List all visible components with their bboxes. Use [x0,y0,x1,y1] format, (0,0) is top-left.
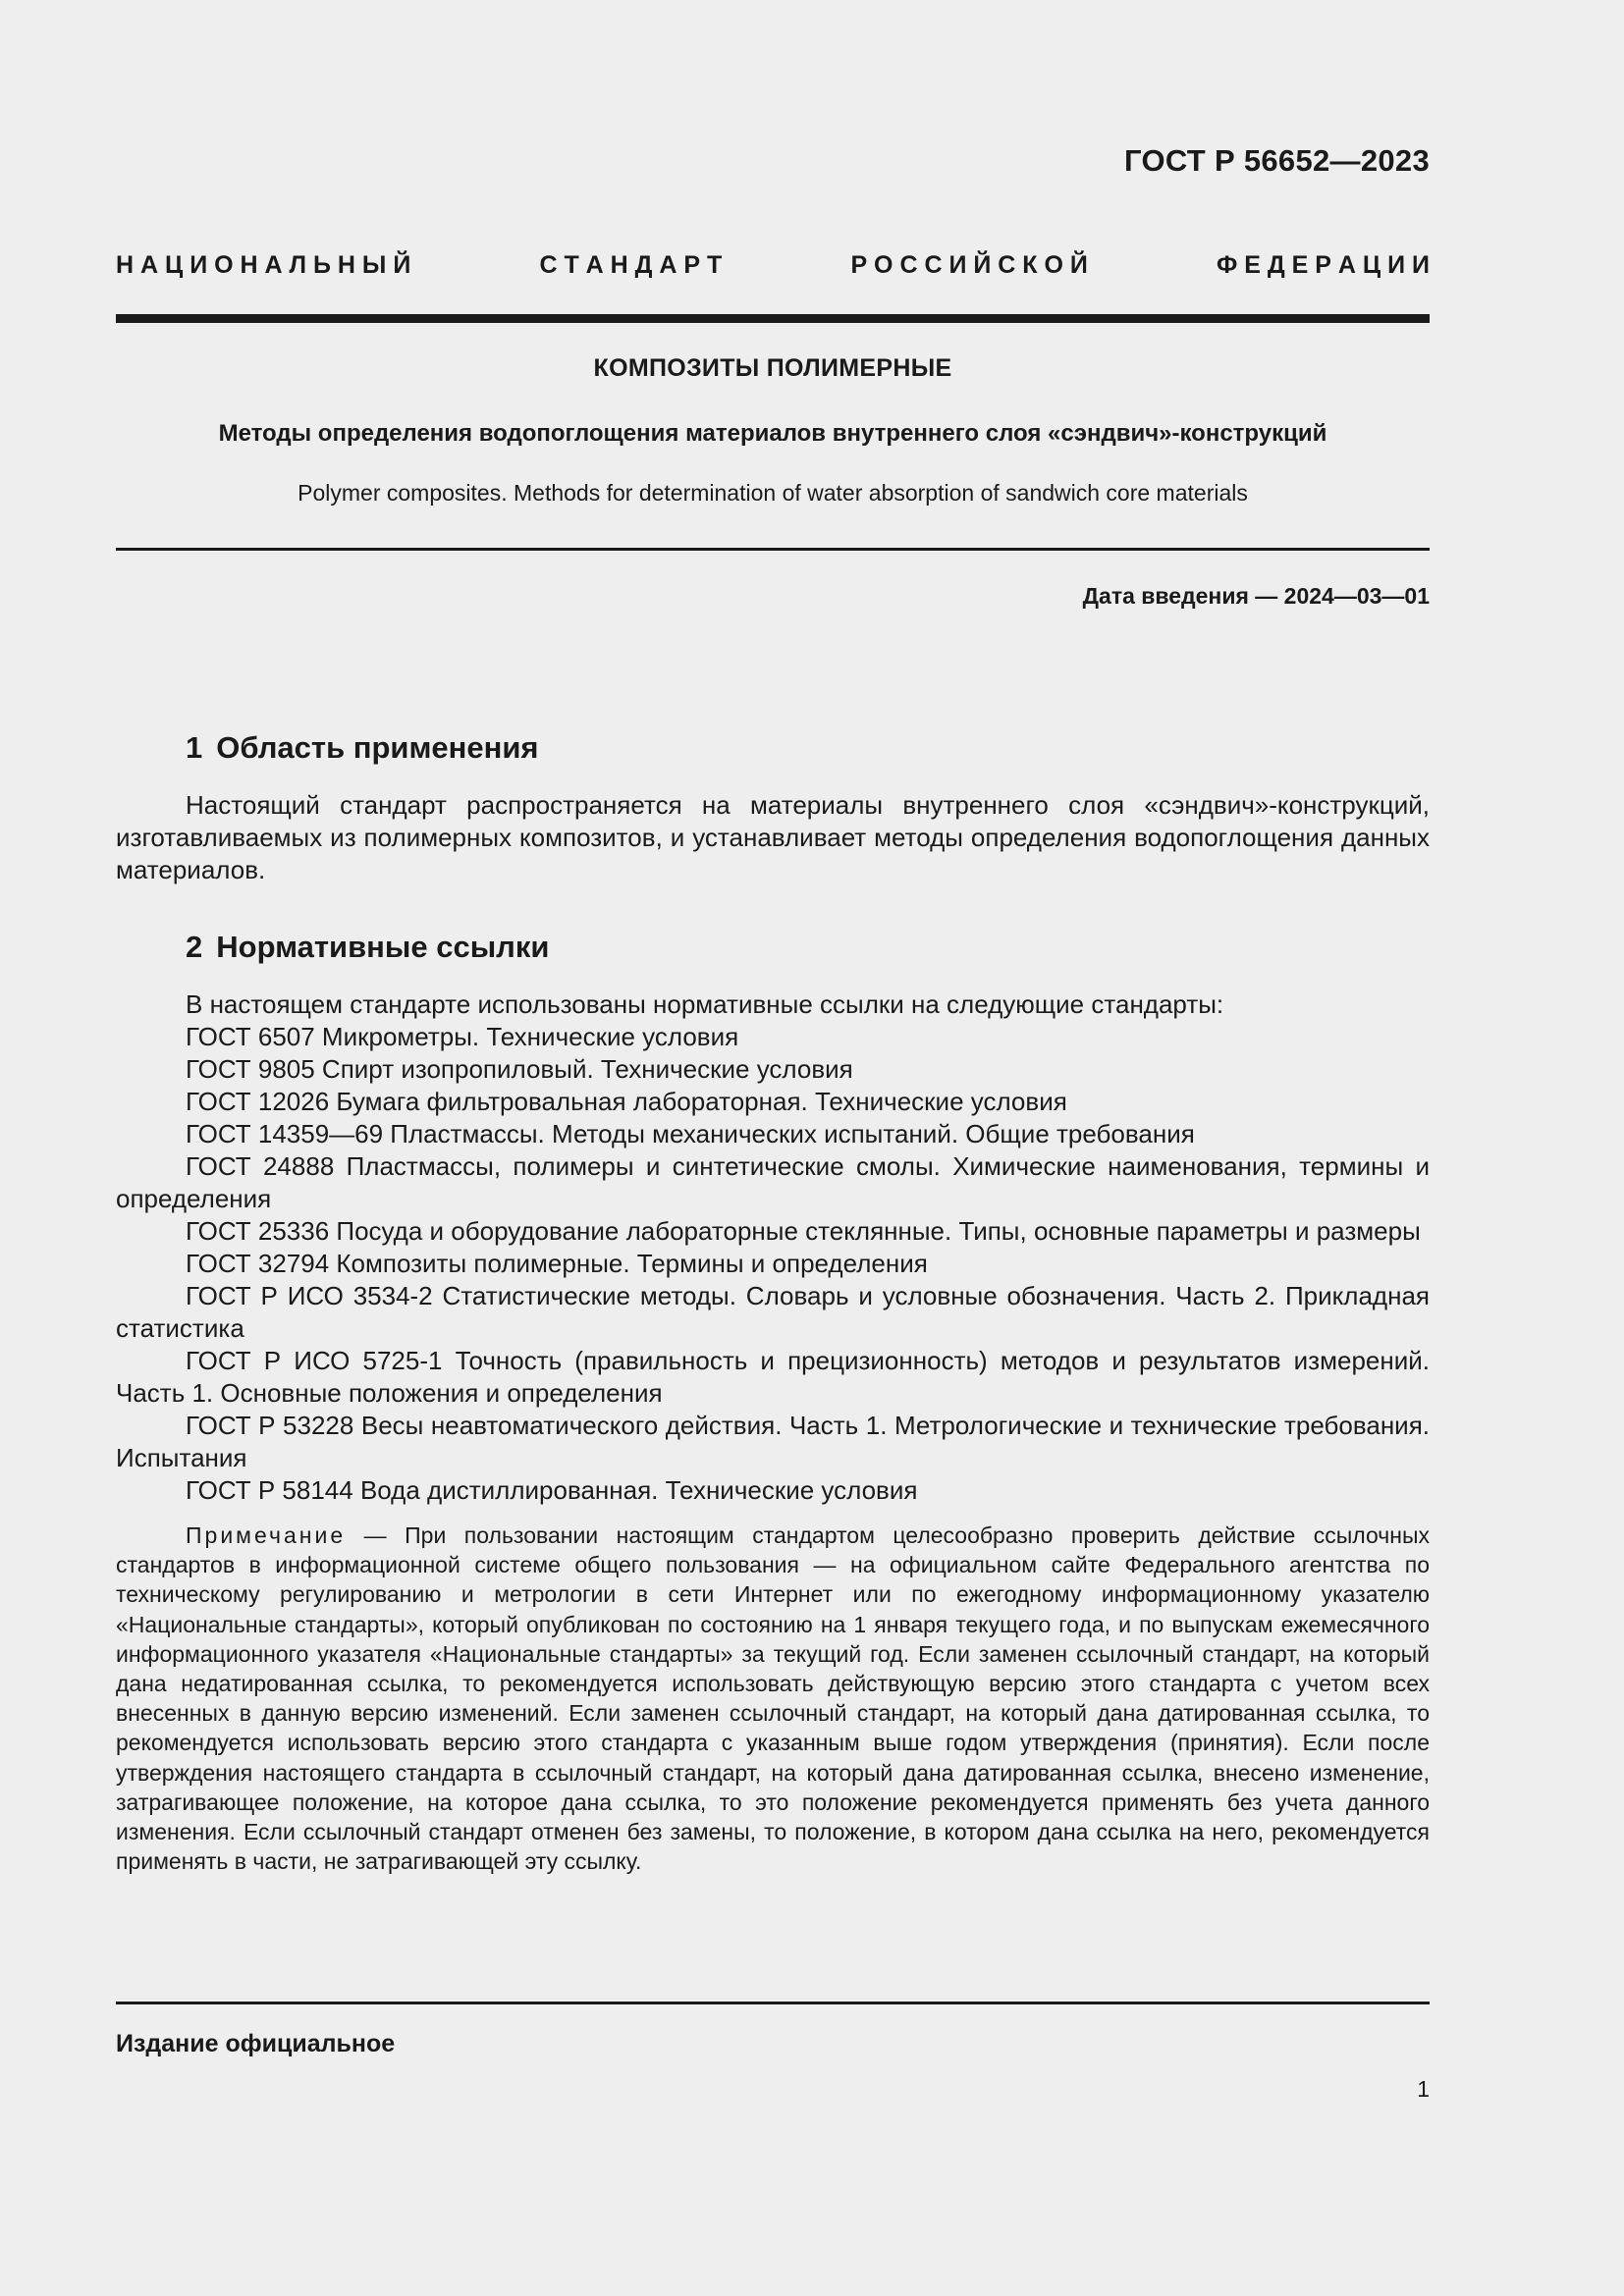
reference-intro: В настоящем стандарте использованы нормативные ссылки на следующие стандарты: [186,989,1224,1019]
reference-item: ГОСТ 25336 Посуда и оборудование лабораторные стеклянные. Типы, основные параметры и размеры [186,1216,1421,1246]
document-title: КОМПОЗИТЫ ПОЛИМЕРНЫЕ [593,354,952,382]
section-normative-references [116,930,1430,1898]
title-divider [116,548,1430,551]
header-divider [116,314,1430,323]
reference-item: ГОСТ Р ИСО 5725-1 Точность (правильность и прецизионность) методов и результатов измерений. Часть 1. Основные положения и определения [116,1346,1430,1408]
section-title: Область применения [216,730,539,765]
reference-item: ГОСТ 12026 Бумага фильтровальная лабораторная. Технические условия [186,1087,1067,1116]
note-text: — При пользовании настоящим стандартом целесообразно проверить действие ссылочных стандартов в информационной системе общего пользования — на официальном сайте Федерального агентства по техническому регулированию и метрологии в сети Интернет или по ежегодному информационному указателю «Национальные стандарты», который опубликован по состоянию на 1 января текущего года, и по выпускам ежемесячного информационного указателя «Национальные стандарты» за текущий год. Если заменен ссылочный стандарт, на который дана недатированная ссылка, то рекомендуется использовать действующую версию этого стандарта с учетом всех внесенных в данную версию изменений. Если заменен ссылочный стандарт, на который дана датированная ссылка, то рекомендуется использовать версию этого стандарта с указанным выше годом утверждения (принятия). Если после утверждения настоящего стандарта в ссылочный стандарт, на который дана датированная ссылка, внесено изменение, затрагивающее положение, на которое дана ссылка, то это положение рекомендуется применять без учета данного изменения. Если ссылочный стандарт отменен без замены, то положение, в котором дана ссылка на него, рекомендуется применять в части, не затрагивающей эту ссылку. [116,1522,1430,1875]
document-subtitle: Методы определения водопоглощения материалов внутреннего слоя «сэндвич»-конструкций [218,420,1327,447]
introduction-date: Дата введения — 2024—03—01 [1082,583,1430,609]
note-label: Примечание [186,1522,347,1548]
national-title-word: Ф Е Д Е Р А Ц И И [1216,251,1430,279]
national-standard-title [116,251,1430,280]
section-title: Нормативные ссылки [216,930,550,964]
reference-item: ГОСТ 9805 Спирт изопропиловый. Технические условия [186,1054,853,1084]
note-paragraph [116,1521,1430,1876]
standard-code: ГОСТ Р 56652—2023 [1124,143,1430,178]
national-title-word: Р О С С И Й С К О Й [850,251,1088,279]
reference-item: ГОСТ 6507 Микрометры. Технические условия [186,1022,739,1051]
section-heading [116,930,1430,965]
section-number: 1 [186,730,203,765]
footer-divider [116,2002,1430,2004]
reference-item: ГОСТ 14359—69 Пластмассы. Методы механических испытаний. Общие требования [186,1119,1195,1148]
section-number: 2 [186,930,203,964]
reference-item: ГОСТ Р 53228 Весы неавтоматического действия. Часть 1. Метрологические и технические требования. Испытания [116,1411,1430,1472]
edition-label: Издание официальное [116,2030,396,2057]
section-heading [116,730,1430,766]
reference-item: ГОСТ 24888 Пластмассы, полимеры и синтетические смолы. Химические наименования, термины и определения [116,1151,1430,1213]
reference-item: ГОСТ Р 58144 Вода дистиллированная. Технические условия [186,1475,918,1505]
national-title-word: С Т А Н Д А Р Т [539,251,723,279]
reference-list [116,988,1430,1507]
national-title-word: Н А Ц И О Н А Л Ь Н Ы Й [116,251,411,279]
reference-item: ГОСТ Р ИСО 3534-2 Статистические методы. Словарь и условные обозначения. Часть 2. Прикладная статистика [116,1281,1430,1343]
page-number: 1 [1417,2076,1430,2102]
reference-item: ГОСТ 32794 Композиты полимерные. Термины и определения [186,1249,928,1278]
section-scope [116,730,1430,886]
english-title: Polymer composites. Methods for determination of water absorption of sandwich core materials [298,480,1248,506]
section-paragraph: Настоящий стандарт распространяется на материалы внутреннего слоя «сэндвич»-конструкций, изготавливаемых из полимерных композитов, и устанавливает методы определения водопоглощения данных материалов. [116,790,1430,884]
